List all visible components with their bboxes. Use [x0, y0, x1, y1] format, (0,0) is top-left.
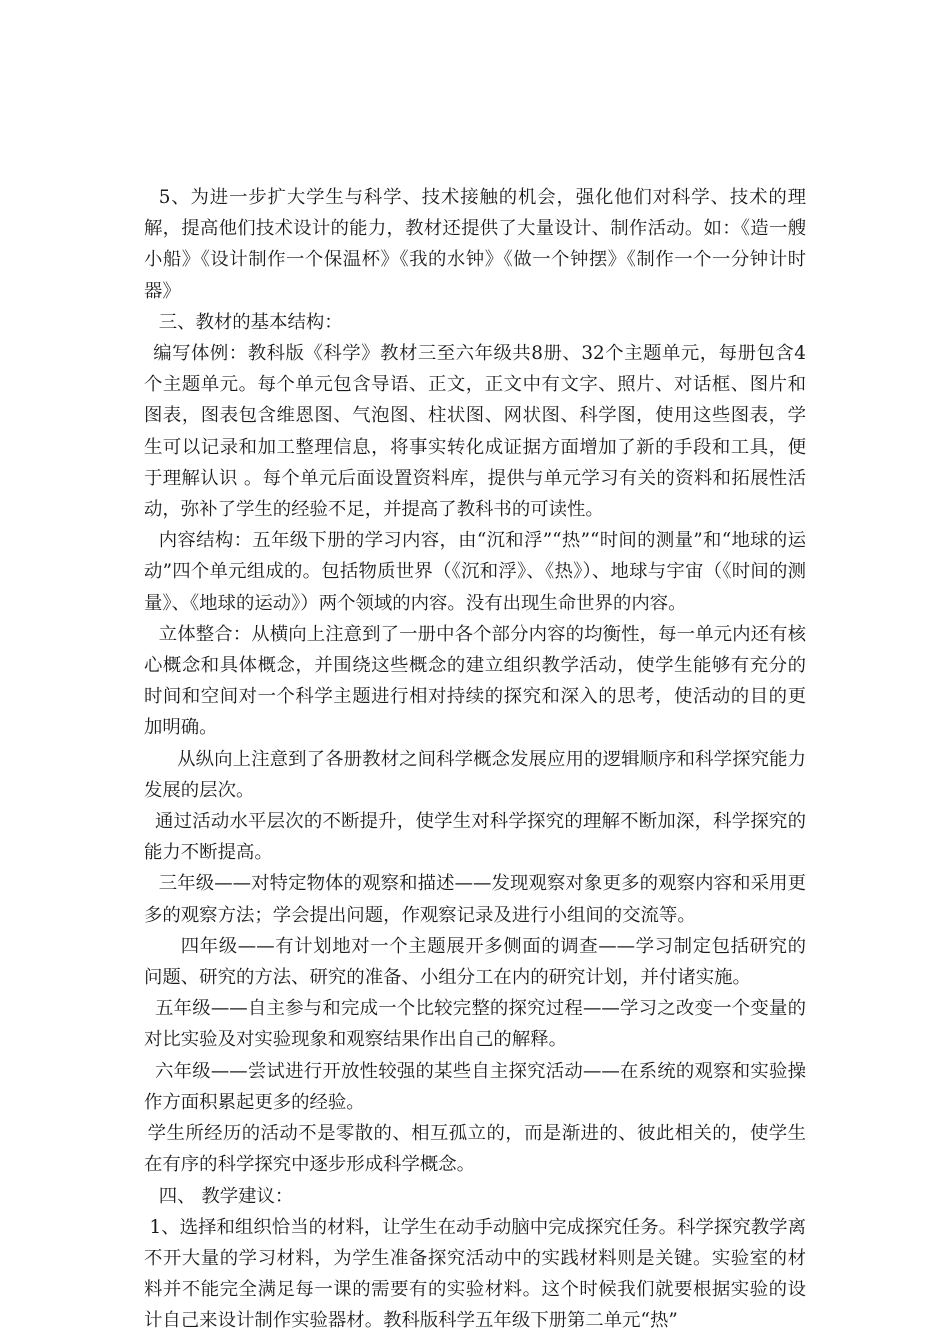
paragraph: 三年级——对特定物体的观察和描述——发现观察对象更多的观察内容和采用更多的观察方法；学会提出问题，作观察记录及进行小组间的交流等。	[144, 873, 806, 926]
paragraph: 六年级——尝试进行开放性较强的某些自主探究活动——在系统的观察和实验操作方面积累起更多的经验。	[144, 1060, 806, 1113]
paragraph: 四、 教学建议：	[158, 1185, 294, 1207]
paragraph: 编写体例：教科版《科学》教材三至六年级共8册、32个主题单元，每册包含4个主题单元。每个单元包含导语、正文，正文中有文字、照片、对话框、图片和图表，图表包含维恩图、气泡图、柱状图、网状图、科学图，使用这些图表，学生可以记录和加工整理信息，将事实转化成证据方面增加了新的手段和工具，便于理解认识 。每个单元后面设置资料库，提供与单元学习有关的资料和拓展性活动，弥补了学生的经验不足，并提高了教科书的可读性。	[144, 343, 806, 521]
paragraph: 四年级——有计划地对一个主题展开多侧面的调查——学习制定包括研究的问题、研究的方法、研究的准备、小组分工在内的研究计划，并付诸实施。	[144, 935, 806, 989]
paragraph: 从纵向上注意到了各册教材之间科学概念发展应用的逻辑顺序和科学探究能力发展的层次。	[144, 748, 806, 801]
paragraph: 1、选择和组织恰当的材料，让学生在动手动脑中完成探究任务。科学探究教学离不开大量的学习材料，为学生准备探究活动中的实践材料则是关键。实验室的材料并不能完全满足每一课的需要有的实验材料。这个时候我们就要根据实验的设计自己来设计制作实验器材。教科版科学五年级下册第二单元“热”	[144, 1216, 806, 1332]
document-page	[144, 182, 806, 1337]
paragraph: 三、教材的基本结构：	[158, 311, 343, 333]
paragraph: 内容结构：五年级下册的学习内容，由“沉和浮”“热”“时间的测量”和“地球的运动”四个单元组成的。包括物质世界（《沉和浮》、《热》）、地球与宇宙（《时间的测量》、《地球的运动》）两个领域的内容。没有出现生命世界的内容。	[144, 530, 806, 614]
paragraph: 通过活动水平层次的不断提升，使学生对科学探究的理解不断加深，科学探究的能力不断提高。	[144, 811, 806, 864]
paragraph: 5、为进一步扩大学生与科学、技术接触的机会，强化他们对科学、技术的理解，提高他们技术设计的能力，教材还提供了大量设计、制作活动。如：《造一艘小船》《设计制作一个保温杯》《我的水钟》《做一个钟摆》《制作一个一分钟计时器》	[144, 187, 806, 302]
paragraph: 五年级——自主参与和完成一个比较完整的探究过程——学习之改变一个变量的对比实验及对实验现象和观察结果作出自己的解释。	[144, 998, 806, 1051]
paragraph: 学生所经历的活动不是零散的、相互孤立的，而是渐进的、彼此相关的，使学生在有序的科学探究中逐步形成科学概念。	[144, 1123, 806, 1176]
paragraph: 立体整合：从横向上注意到了一册中各个部分内容的均衡性，每一单元内还有核心概念和具体概念，并围绕这些概念的建立组织教学活动，使学生能够有充分的时间和空间对一个科学主题进行相对持续的探究和深入的思考，使活动的目的更加明确。	[144, 623, 806, 739]
